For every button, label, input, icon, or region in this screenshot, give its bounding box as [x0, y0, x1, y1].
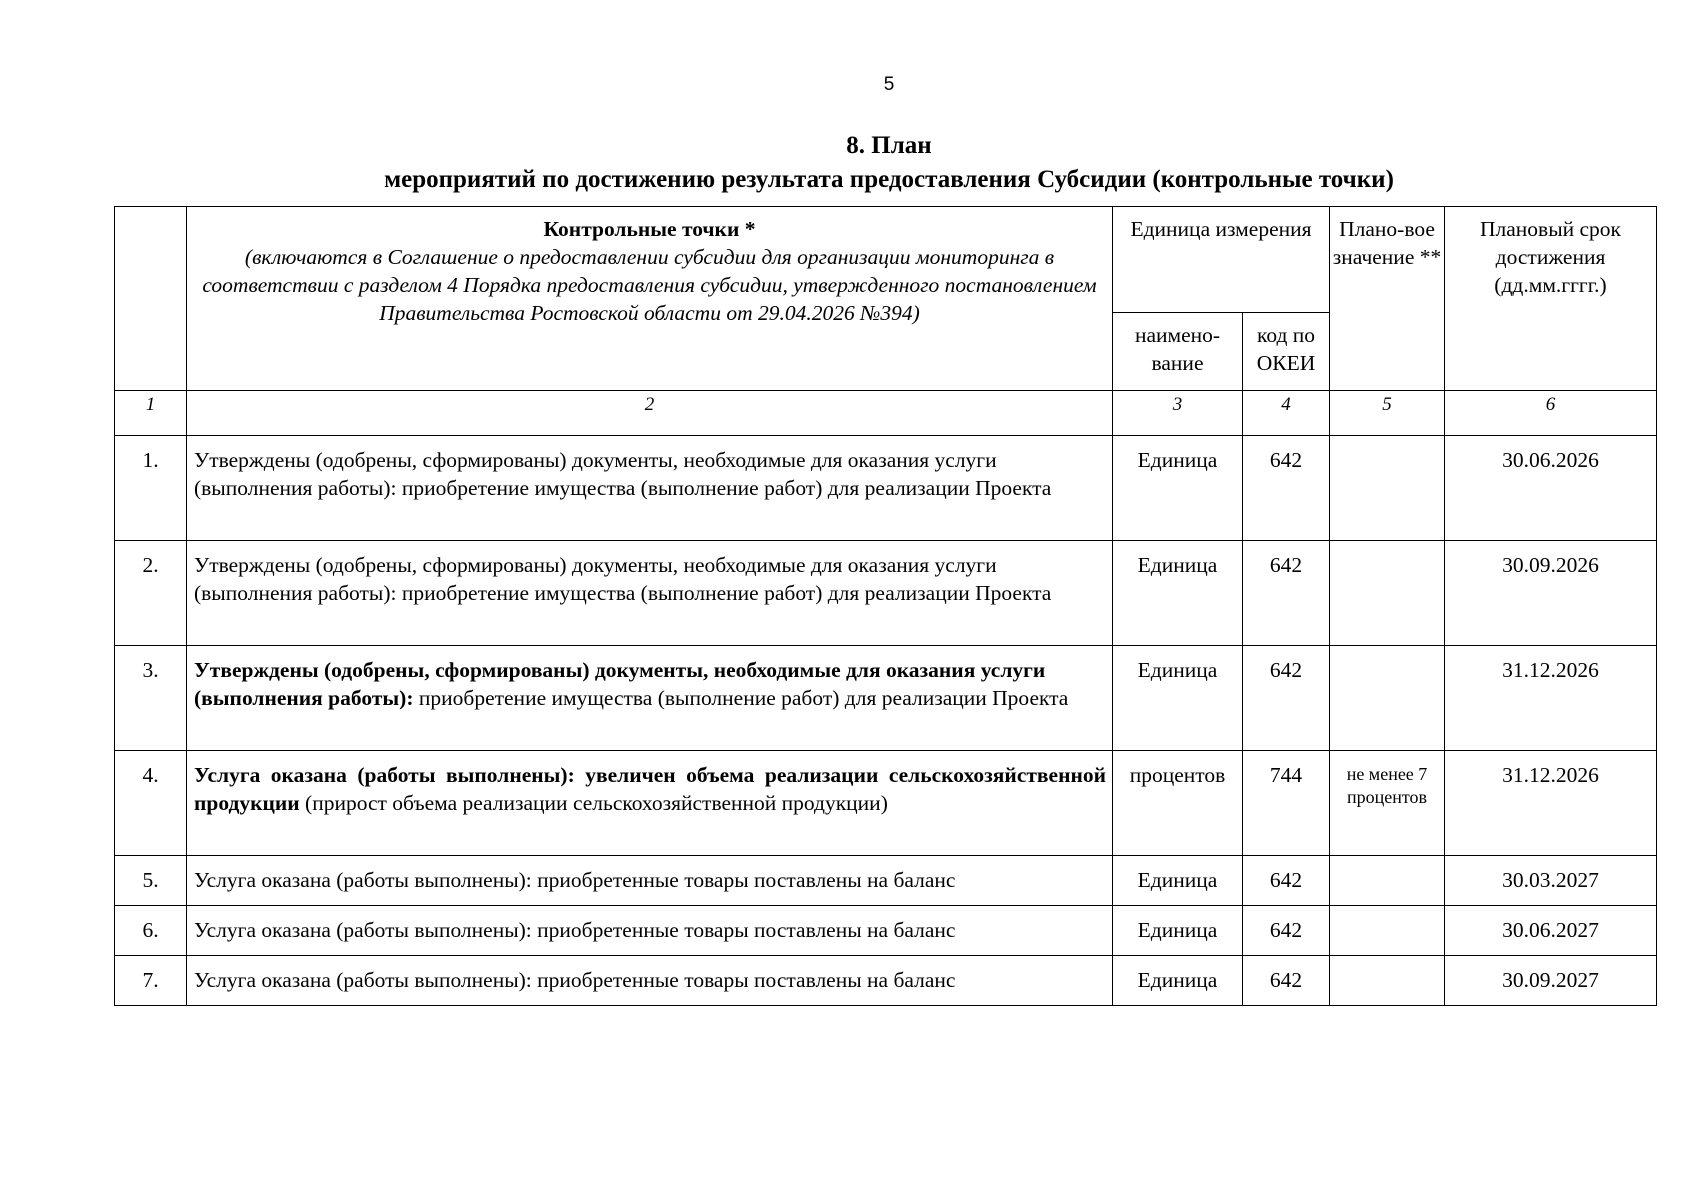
row-number: 1. — [115, 436, 187, 541]
row-description-bold: Услуга оказана (работы выполнены): увеличен объема реализации сельскохозяйственной продукции — [194, 763, 1106, 815]
row-description: Утверждены (одобрены, сформированы) документы, необходимые для оказания услуги (выполнения работы): приобретение имущества (выполнение работ) для реализации Проекта — [187, 436, 1113, 541]
column-numbers-row — [115, 391, 1657, 436]
row-unit: Единица — [1113, 541, 1243, 646]
table-row — [115, 906, 1657, 956]
row-number: 5. — [115, 856, 187, 906]
row-code: 642 — [1243, 436, 1330, 541]
row-number: 7. — [115, 956, 187, 1006]
row-unit: Единица — [1113, 956, 1243, 1006]
row-description-bold: Утверждены (одобрены, сформированы) документы, необходимые для оказания услуги (выполнения работы): — [194, 658, 1046, 710]
table-row — [115, 956, 1657, 1006]
row-date: 30.03.2027 — [1445, 856, 1657, 906]
row-date: 31.12.2026 — [1445, 751, 1657, 856]
row-unit: Единица — [1113, 436, 1243, 541]
section-title: 8. План — [846, 132, 932, 159]
row-date: 30.09.2026 — [1445, 541, 1657, 646]
row-value: не менее 7 процентов — [1330, 751, 1445, 856]
row-code: 642 — [1243, 956, 1330, 1006]
column-number: 1 — [115, 391, 187, 436]
header-row — [115, 207, 1657, 313]
row-unit: Единица — [1113, 646, 1243, 751]
row-date: 30.09.2027 — [1445, 956, 1657, 1006]
table-row — [115, 856, 1657, 906]
row-unit: процентов — [1113, 751, 1243, 856]
row-date: 30.06.2027 — [1445, 906, 1657, 956]
row-date: 30.06.2026 — [1445, 436, 1657, 541]
row-value — [1330, 956, 1445, 1006]
row-code: 642 — [1243, 646, 1330, 751]
section-subtitle: мероприятий по достижению результата предоставления Субсидии (контрольные точки) — [384, 166, 1394, 193]
page-number: 5 — [883, 74, 895, 95]
column-number: 4 — [1243, 391, 1330, 436]
header-deadline: Плановый срок достижения (дд.мм.гггг.) — [1445, 207, 1657, 391]
row-unit: Единица — [1113, 856, 1243, 906]
column-number: 3 — [1113, 391, 1243, 436]
row-unit: Единица — [1113, 906, 1243, 956]
row-number: 2. — [115, 541, 187, 646]
row-value — [1330, 541, 1445, 646]
row-description: Услуга оказана (работы выполнены): приобретенные товары поставлены на баланс — [187, 906, 1113, 956]
row-description — [187, 751, 1113, 856]
header-unit-code: код по ОКЕИ — [1243, 313, 1330, 391]
row-description: Услуга оказана (работы выполнены): приобретенные товары поставлены на баланс — [187, 956, 1113, 1006]
row-description — [187, 646, 1113, 751]
row-value — [1330, 856, 1445, 906]
table-row — [115, 436, 1657, 541]
row-value — [1330, 436, 1445, 541]
row-number: 6. — [115, 906, 187, 956]
control-points-table — [114, 206, 1657, 1006]
row-code: 642 — [1243, 856, 1330, 906]
row-value — [1330, 906, 1445, 956]
column-number: 6 — [1445, 391, 1657, 436]
row-number: 4. — [115, 751, 187, 856]
row-code: 642 — [1243, 541, 1330, 646]
row-description-rest: приобретение имущества (выполнение работ) для реализации Проекта — [413, 686, 1069, 710]
row-description: Услуга оказана (работы выполнены): приобретенные товары поставлены на баланс — [187, 856, 1113, 906]
table-row — [115, 646, 1657, 751]
row-description: Утверждены (одобрены, сформированы) документы, необходимые для оказания услуги (выполнения работы): приобретение имущества (выполнение работ) для реализации Проекта — [187, 541, 1113, 646]
row-number: 3. — [115, 646, 187, 751]
row-code: 744 — [1243, 751, 1330, 856]
column-number: 2 — [187, 391, 1113, 436]
row-value — [1330, 646, 1445, 751]
header-control-points-label: Контрольные точки * — [543, 217, 756, 241]
table-row — [115, 541, 1657, 646]
row-description-rest: (прирост объема реализации сельскохозяйственной продукции) — [299, 791, 888, 815]
row-date: 31.12.2026 — [1445, 646, 1657, 751]
header-unit: Единица измерения — [1113, 207, 1330, 313]
column-number: 5 — [1330, 391, 1445, 436]
header-control-points-note: (включаются в Соглашение о предоставлении субсидии для организации мониторинга в соответствии с разделом 4 Порядка предоставления субсидии, утвержденного постановлением Правительства Ростовской области от 29.04.2026 №394) — [202, 245, 1097, 325]
table-row — [115, 751, 1657, 856]
header-plan-value: Плано-вое значение ** — [1330, 207, 1445, 391]
row-code: 642 — [1243, 906, 1330, 956]
header-number-cell — [115, 207, 187, 391]
header-unit-name: наимено-вание — [1113, 313, 1243, 391]
header-control-points — [187, 207, 1113, 391]
